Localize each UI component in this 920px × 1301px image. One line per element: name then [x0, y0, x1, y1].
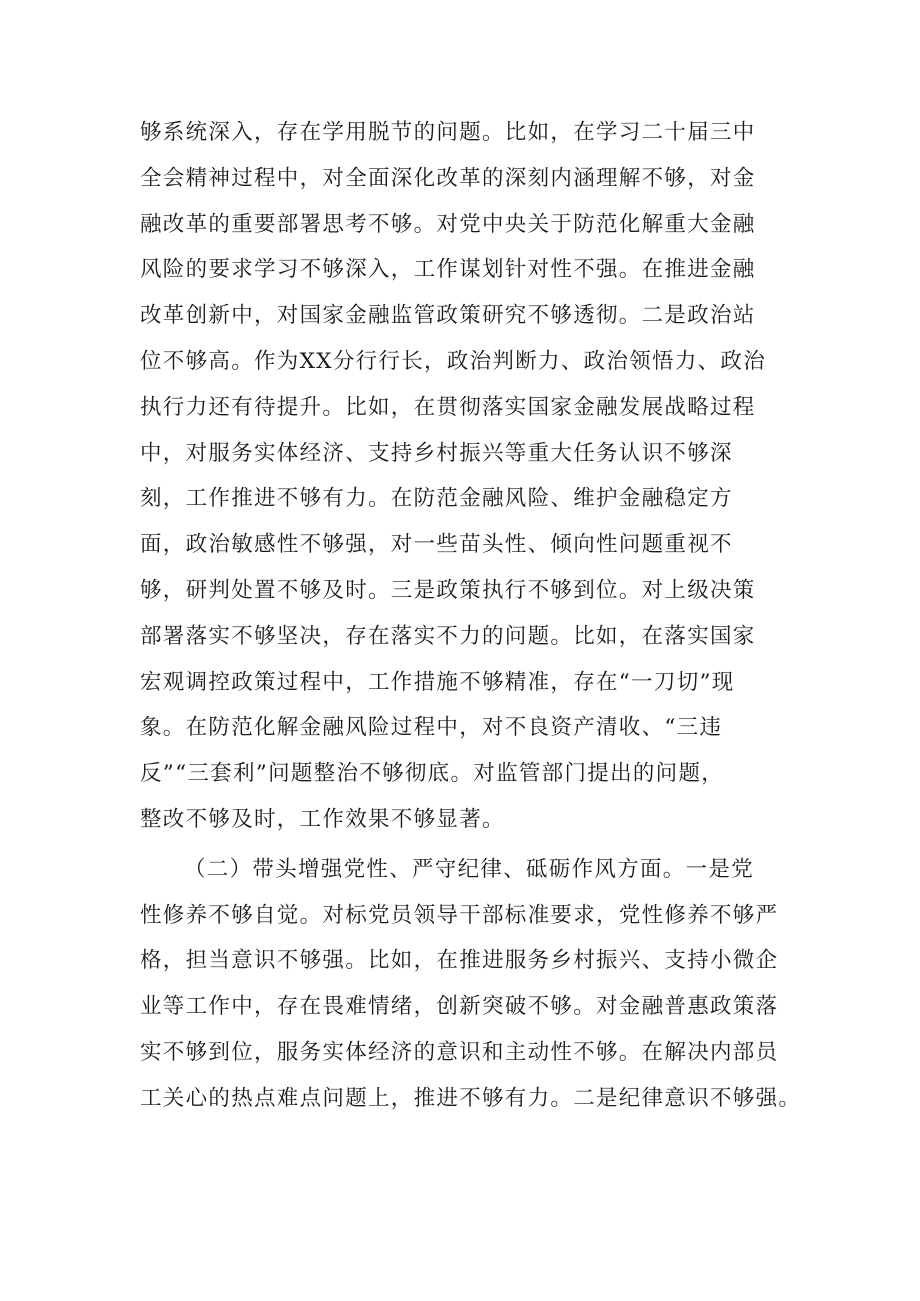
text-line: 反”“三套利”问题整治不够彻底。对监管部门提出的问题， [140, 761, 725, 787]
text-line: 面，政治敏感性不够强，对一些苗头性、倾向性问题重视不 [140, 532, 733, 558]
text-line: 刻，工作推进不够有力。在防范金融风险、维护金融稳定方 [140, 486, 733, 512]
text-line: 风险的要求学习不够深入，工作谋划针对性不强。在推进金融 [140, 257, 756, 283]
text-line: 格，担当意识不够强。比如，在推进服务乡村振兴、支持小微企 [140, 948, 779, 974]
text-line: 性修养不够自觉。对标党员领导干部标准要求，党性修养不够严 [140, 902, 779, 928]
text-line: 中，对服务实体经济、支持乡村振兴等重大任务认识不够深 [140, 440, 733, 466]
text-line: 实不够到位，服务实体经济的意识和主动性不够。在解决内部员 [140, 1039, 779, 1065]
text-line: 够系统深入，存在学用脱节的问题。比如，在学习二十届三中 [140, 120, 756, 145]
text-line: 全会精神过程中，对全面深化改革的深刻内涵理解不够，对金 [140, 165, 756, 191]
text-line: 位不够高。作为XX分行行长，政治判断力、政治领悟力、政治 [140, 348, 767, 374]
text-line: 业等工作中，存在畏难情绪，创新突破不够。对金融普惠政策落 [140, 994, 779, 1020]
body-text [140, 110, 802, 1122]
section-heading-line: （二）带头增强党性、严守纪律、砥砺作风方面。一是党 [184, 856, 755, 882]
text-line: 执行力还有待提升。比如，在贯彻落实国家金融发展战略过程 [140, 394, 756, 420]
text-line: 宏观调控政策过程中，工作措施不够精准，存在“一刀切”现 [140, 669, 735, 695]
text-line: 工关心的热点难点问题上，推进不够有力。二是纪律意识不够强。 [140, 1085, 802, 1111]
text-line: 部署落实不够坚决，存在落实不力的问题。比如，在落实国家 [140, 623, 756, 649]
text-line: 整改不够及时，工作效果不够显著。 [140, 806, 505, 832]
text-line: 融改革的重要部署思考不够。对党中央关于防范化解重大金融 [140, 211, 756, 237]
text-line: 够，研判处置不够及时。三是政策执行不够到位。对上级决策 [140, 577, 756, 603]
text-line: 改革创新中，对国家金融监管政策研究不够透彻。二是政治站 [140, 303, 756, 329]
text-line: 象。在防范化解金融风险过程中，对不良资产清收、“三违 [140, 715, 723, 741]
